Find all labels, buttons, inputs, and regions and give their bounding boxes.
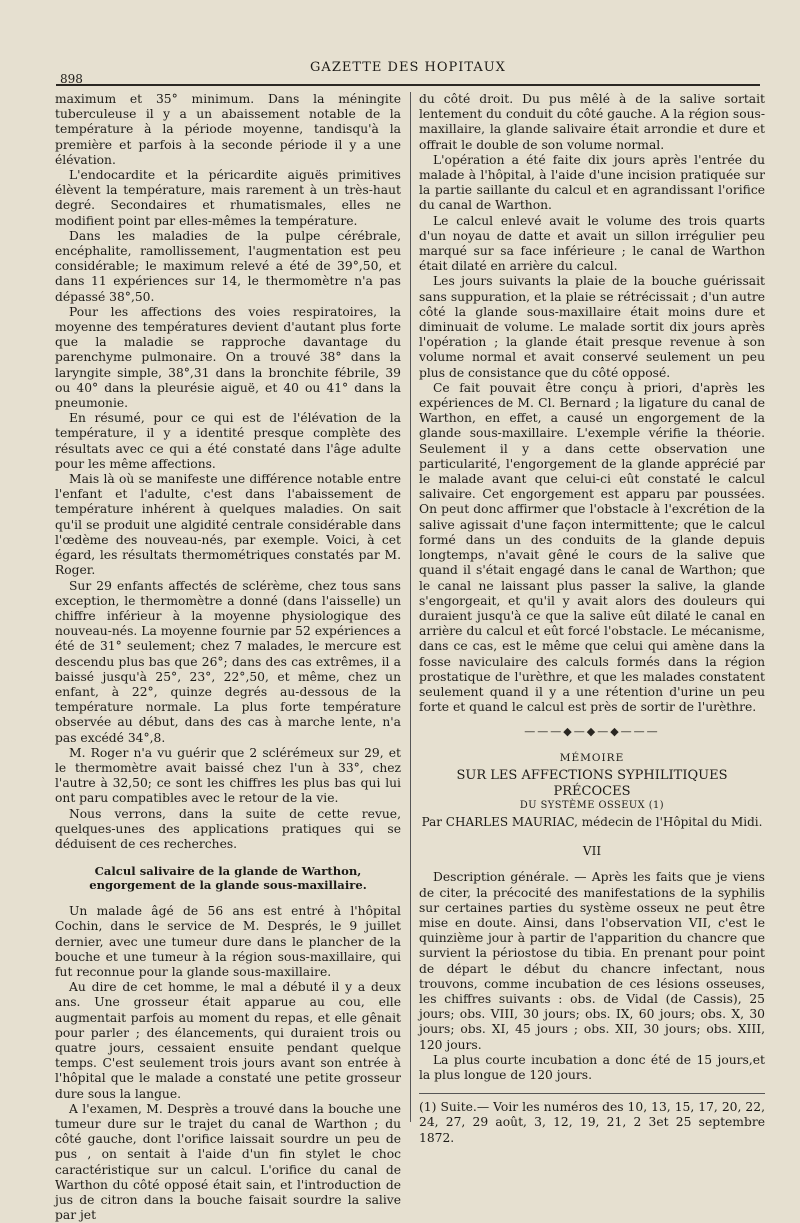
memoire-subtitle: DU SYSTÈME OSSEUX (1) (519, 800, 665, 812)
section-number: VII (582, 844, 602, 859)
paragraph: Au dire de cet homme, le mal a débuté il y a deux ans. Une grosseur était apparue au cou, elle augmentait parfois au moment du repas, et elle gênait pour parler ; des élancements, qui duraient trois ou quatre jours, cessaient ensuite pendant quelque temps. C'est seulement trois jours avant son entrée à l'hôpital que le malade a constaté une petite grosseur dure sous la langue. (55, 980, 401, 1101)
footnote-rule (419, 1093, 765, 1094)
left-column (55, 92, 401, 1223)
paragraph: M. Roger n'a vu guérir que 2 sclérémeux sur 29, et le thermomètre avait baissé chez l'un à 33°, chez l'autre à 32,50; ce sont les chiffres les plus bas qui lui ont paru compatibles avec le retour de la vie. (55, 745, 401, 806)
header-rule (56, 84, 760, 86)
paragraph: Le calcul enlevé avait le volume des trois quarts d'un noyau de datte et avait un sillon irrégulier peu marqué sur sa face inférieure ; le canal de Warthon était dilaté en arrière du calcul. (419, 213, 765, 274)
paragraph: Description générale. — Après les faits que je viens de citer, la précocité des manifestations de la syphilis sur certaines parties du système osseux ne peut être mise en doute. Ainsi, dans l'observation VII, c'est le quinzième jour à partir de l'apparition du chancre que survient la périostose du tibia. En prenant pour point de départ le début du chancre infectant, nous trouvons, comme incubation de ces lésions osseuses, les chiffres suivants : obs. de Vidal (de Cassis), 25 jours; obs. VIII, 30 jours; obs. IX, 60 jours; obs. X, 30 jours; obs. XI, 45 jours ; obs. XII, 30 jours; obs. XIII, 120 jours. (419, 870, 765, 1052)
paragraph: L'endocardite et la péricardite aiguës primitives élèvent la température, mais rarement à un très-haut degré. Secondaires et rhumatismales, elles ne modifient point par elles-mêmes la température. (55, 168, 401, 228)
paragraph: Un malade âgé de 56 ans est entré à l'hôpital Cochin, dans le service de M. Després, le 9 juillet dernier, avec une tumeur dure dans le plancher de la bouche et une tumeur à la région sous-maxillaire, qui fut reconnue pour la glande sous-maxillaire. (55, 904, 401, 979)
paragraph: Mais là où se manifeste une différence notable entre l'enfant et l'adulte, c'est dans l'abaissement de température inhérent à quelques maladies. On sait qu'il se produit une algidité centrale considérable dans l'œdème des nouveau-nés, par exemple. Voici, à cet égard, les résultats thermométriques constatés par M. Roger. (55, 472, 401, 578)
page-number: 898 (60, 72, 83, 86)
paragraph: A l'examen, M. Desprès a trouvé dans la bouche une tumeur dure sur le trajet du canal de Warthon ; du côté gauche, dont l'orifice laissait sourdre un peu de pus , on sentait à l'aide d'un fin stylet le choc caractéristique sur un calcul. L'orifice du canal de Warthon du côté opposé était sain, et l'introduction de jus de citron dans la bouche faisait sourdre la salive par jet (55, 1101, 401, 1223)
memoire-title: SUR LES AFFECTIONS SYPHILITIQUES PRÉCOCES (456, 768, 728, 800)
paragraph: Dans les maladies de la pulpe cérébrale, encéphalite, ramollissement, l'augmentation est peu considérable; le maximum relevé a été de 39°,50, et dans 11 expériences sur 14, le thermomètre n'a pas dépassé 38°,50. (55, 228, 401, 304)
paragraph: du côté droit. Du pus mêlé à de la salive sortait lentement du conduit du côté gauche. A la région sous-maxillaire, la glande salivaire était arrondie et dure et offrait le double de son volume normal. (419, 92, 765, 152)
footnote: (1) Suite.— Voir les numéros des 10, 13, 15, 17, 20, 22, 24, 27, 29 août, 3, 12, 19, 21, 2 3et 25 septembre 1872. (419, 1100, 765, 1145)
right-column (419, 92, 765, 1146)
paragraph: maximum et 35° minimum. Dans la méningite tuberculeuse il y a un abaissement notable de la température à la période moyenne, tandisqu'à la première et parfois à la seconde période il y a une élévation. (55, 92, 401, 167)
memoire-author: Par CHARLES MAURIAC, médecin de l'Hôpital du Midi. (421, 815, 763, 830)
journal-title: GAZETTE DES HOPITAUX (310, 60, 506, 75)
paragraph: Sur 29 enfants affectés de sclérème, chez tous sans exception, le thermomètre a donné (dans l'aisselle) un chiffre inférieur à la moyenne physiologique des nouveau-nés. La moyenne fournie par 52 expériences a été de 31° seulement; chez 7 malades, le mercure est descendu plus bas que 26°; dans des cas extrêmes, il a baissé jusqu'à 25°, 23°, 22°,50, et même, chez un enfant, à 22°, quinze degrés au-dessous de la température normale. La plus forte température observée au début, dans des cas à marche lente, n'a pas excédé 34°,8. (55, 578, 401, 745)
memoire-label: MÉMOIRE (559, 752, 625, 765)
page-header (56, 58, 760, 88)
section-title: Calcul salivaire de la glande de Warthon, engorgement de la glande sous-maxillaire. (89, 864, 367, 893)
paragraph: En résumé, pour ce qui est de l'élévation de la température, il y a identité presque complète des résultats avec ce qui a été constaté dans l'âge adulte pour les même affections. (55, 411, 401, 471)
ornamental-divider: ———◆—◆—◆——— (524, 725, 660, 739)
paragraph: L'opération a été faite dix jours après l'entrée du malade à l'hôpital, à l'aide d'une incision pratiquée sur la partie saillante du calcul et en agrandissant l'orifice du canal de Warthon. (419, 152, 765, 213)
paragraph: La plus courte incubation a donc été de 15 jours,et la plus longue de 120 jours. (419, 1052, 765, 1082)
column-divider (410, 92, 411, 1122)
paragraph: Nous verrons, dans la suite de cette revue, quelques-unes des applications pratiques qui se déduisent de ces recherches. (55, 806, 401, 851)
paragraph: Les jours suivants la plaie de la bouche guérissait sans suppuration, et la plaie se rétrécissait ; d'un autre côté la glande sous-maxillaire était moins dure et diminuait de volume. Le malade sortit dix jours après l'opération ; la glande était presque revenue à son volume normal et avait conservé seulement un peu plus de consistance que du côté opposé. (419, 274, 765, 380)
paragraph: Pour les affections des voies respiratoires, la moyenne des températures devient d'autant plus forte que la maladie se rapproche davantage du parenchyme pulmonaire. On a trouvé 38° dans la laryngite simple, 38°,31 dans la bronchite fébrile, 39 ou 40° dans la pleurésie aiguë, et 40 ou 41° dans la pneumonie. (55, 304, 401, 411)
paragraph: Ce fait pouvait être conçu à priori, d'après les expériences de M. Cl. Bernard ; la ligature du canal de Warthon, en effet, a causé un engorgement de la glande sous-maxillaire. L'exemple vérifie la théorie. Seulement il y a dans cette observation une particularité, l'engorgement de la glande apprécié par le malade avant que celui-ci eût constaté le calcul salivaire. Cet engorgement est apparu par poussées. On peut donc affirmer que l'obstacle à l'excrétion de la salive agissait d'une façon intermittente; que le calcul formé dans un des conduits de la glande depuis longtemps, n'avait gêné le cours de la salive que quand il s'était engagé dans le canal de Warthon; que le canal ne laissant plus passer la salive, la glande s'engorgeait, et qu'il y avait alors des douleurs qui duraient jusqu'à ce que la salive eût dilaté le canal en arrière du calcul et eût forcé l'obstacle. Le mécanisme, dans ce cas, est le même que celui qui amène dans la fosse naviculaire des calculs formés dans la région prostatique de l'urèthre, et que les malades constatent seulement quand il y a une rétention d'urine un peu forte et quand le calcul est près de sortir de l'urèthre. (419, 380, 765, 715)
